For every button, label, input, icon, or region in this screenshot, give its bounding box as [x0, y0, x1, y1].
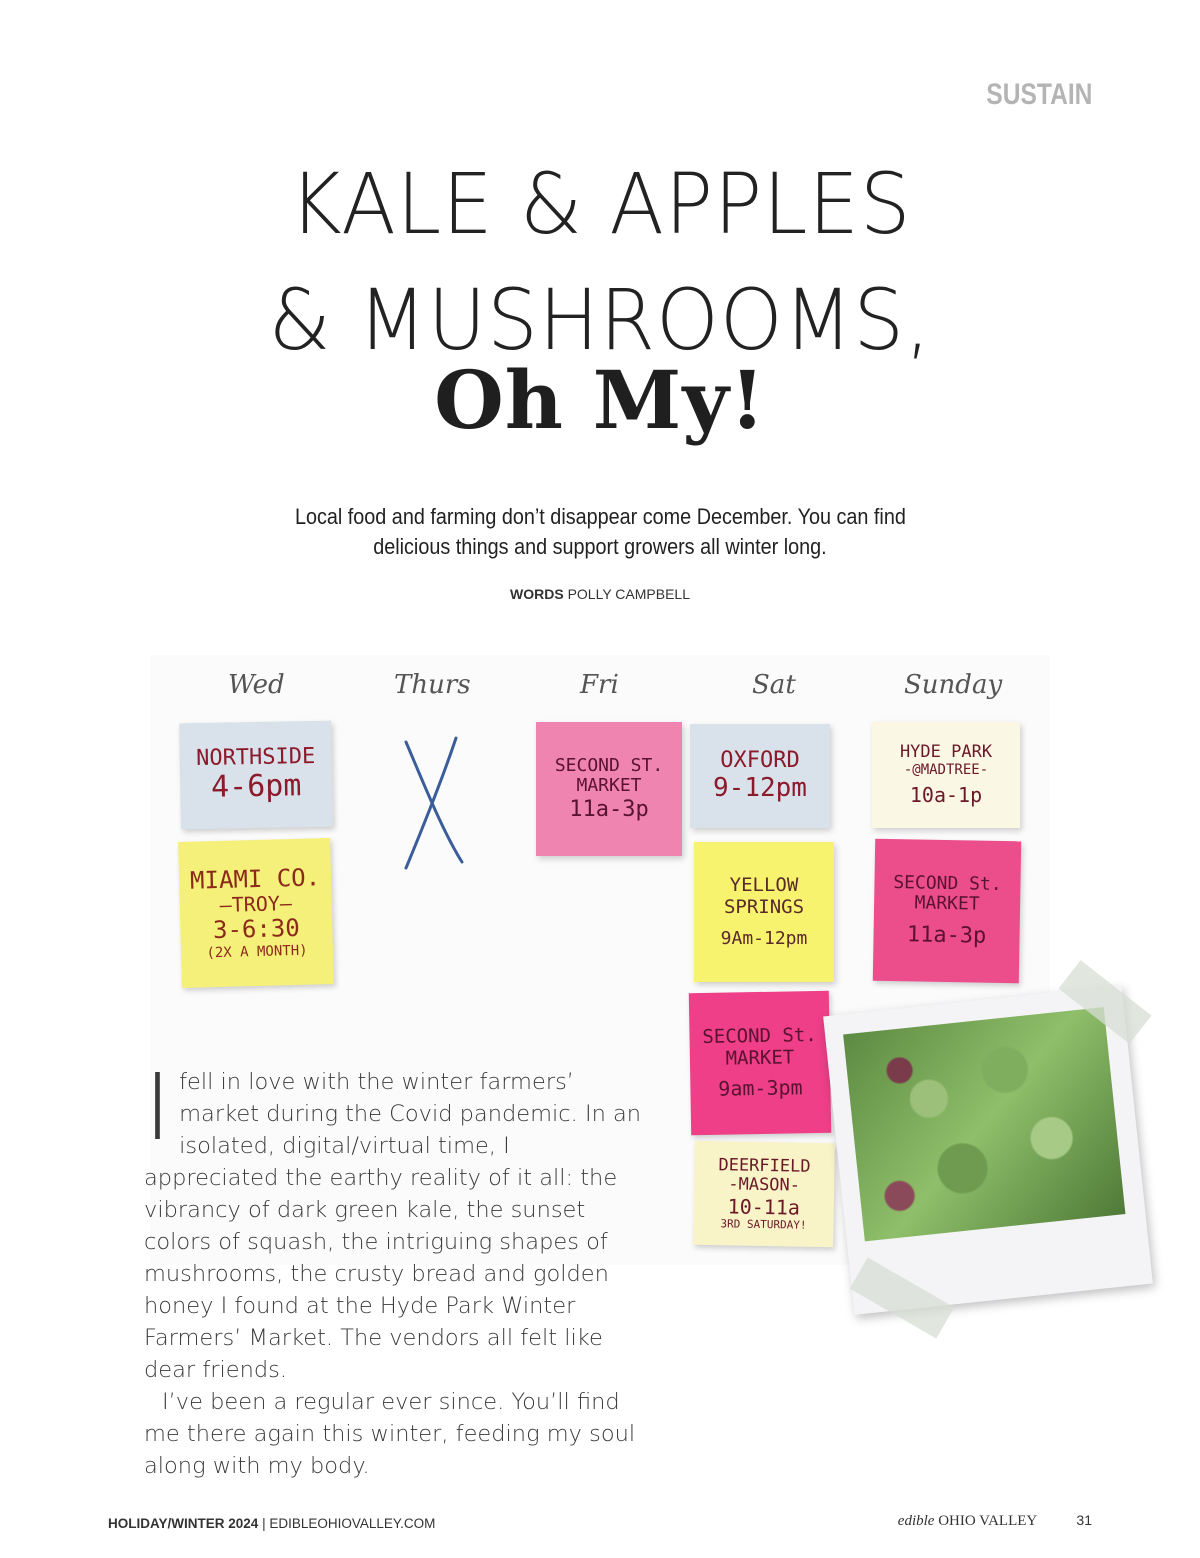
sticky-note-northside: NORTHSIDE 4-6pm [179, 721, 333, 830]
x-mark-icon [398, 732, 468, 872]
sticky-note-second-st-sun: SECOND St. MARKET 11a-3p [873, 839, 1021, 984]
headline-line-3: Oh My! [434, 353, 766, 447]
page-number: 31 [1076, 1512, 1092, 1528]
paragraph: Ifell in love with the winter farmers’ market during the Covid pandemic. In an isolated, digital/virtual time, I appreciated the earthy reality of it all: the vibrancy of dark green kale, the sunset colors of squash, the intriguing shapes of mushrooms, the crusty bread and golden honey I found at the Hyde Park Winter Farmers’ Market. The vendors all felt like dear friends. [144, 1054, 642, 1383]
sticky-note-second-st-sat: SECOND St. MARKET 9am-3pm [689, 991, 831, 1135]
section-label: SUSTAIN [985, 78, 1092, 111]
byline-author: POLLY CAMPBELL [567, 586, 690, 602]
dek-line-1: Local food and farming don’t disappear come December. You can find [294, 504, 906, 529]
sticky-note-second-st-fri: SECOND ST. MARKET 11a-3p [536, 722, 682, 856]
headline-line-1: KALE & APPLES [288, 155, 912, 253]
sticky-note-hyde-park: HYDE PARK -@MADTREE- 10a-1p [872, 722, 1020, 828]
day-label-thurs: Thurs [394, 670, 471, 700]
sticky-note-yellow-springs: YELLOW SPRINGS 9Am-12pm [694, 842, 834, 982]
drop-cap: I [144, 1054, 172, 1161]
footer-issue: HOLIDAY/WINTER 2024 | EDIBLEOHIOVALLEY.COM [108, 1516, 436, 1531]
byline [0, 586, 1200, 602]
footer-brand: edible OHIO VALLEY 31 [897, 1512, 1092, 1529]
sticky-note-oxford: OXFORD 9-12pm [690, 724, 830, 828]
day-label-sunday: Sunday [904, 670, 1003, 700]
paragraph: I’ve been a regular ever since. You’ll find me there again this winter, feeding my soul along with my body. [144, 1389, 636, 1479]
headline-line-2: & MUSHROOMS, [268, 271, 932, 369]
article-body [144, 1054, 644, 1482]
day-label-sat: Sat [752, 670, 796, 700]
day-label-fri: Fri [580, 670, 619, 700]
dek-line-2: delicious things and support growers all winter long. [373, 534, 827, 559]
lettuce-image [843, 1007, 1125, 1241]
byline-label: WORDS [510, 586, 564, 602]
sticky-note-deerfield-mason: DEERFIELD -MASON- 10-11a 3RD SATURDAY! [693, 1141, 835, 1247]
dek [250, 502, 950, 562]
day-label-wed: Wed [228, 670, 285, 700]
sticky-note-miami-co: MIAMI CO. —TROY— 3-6:30 (2X A MONTH) [178, 838, 334, 988]
